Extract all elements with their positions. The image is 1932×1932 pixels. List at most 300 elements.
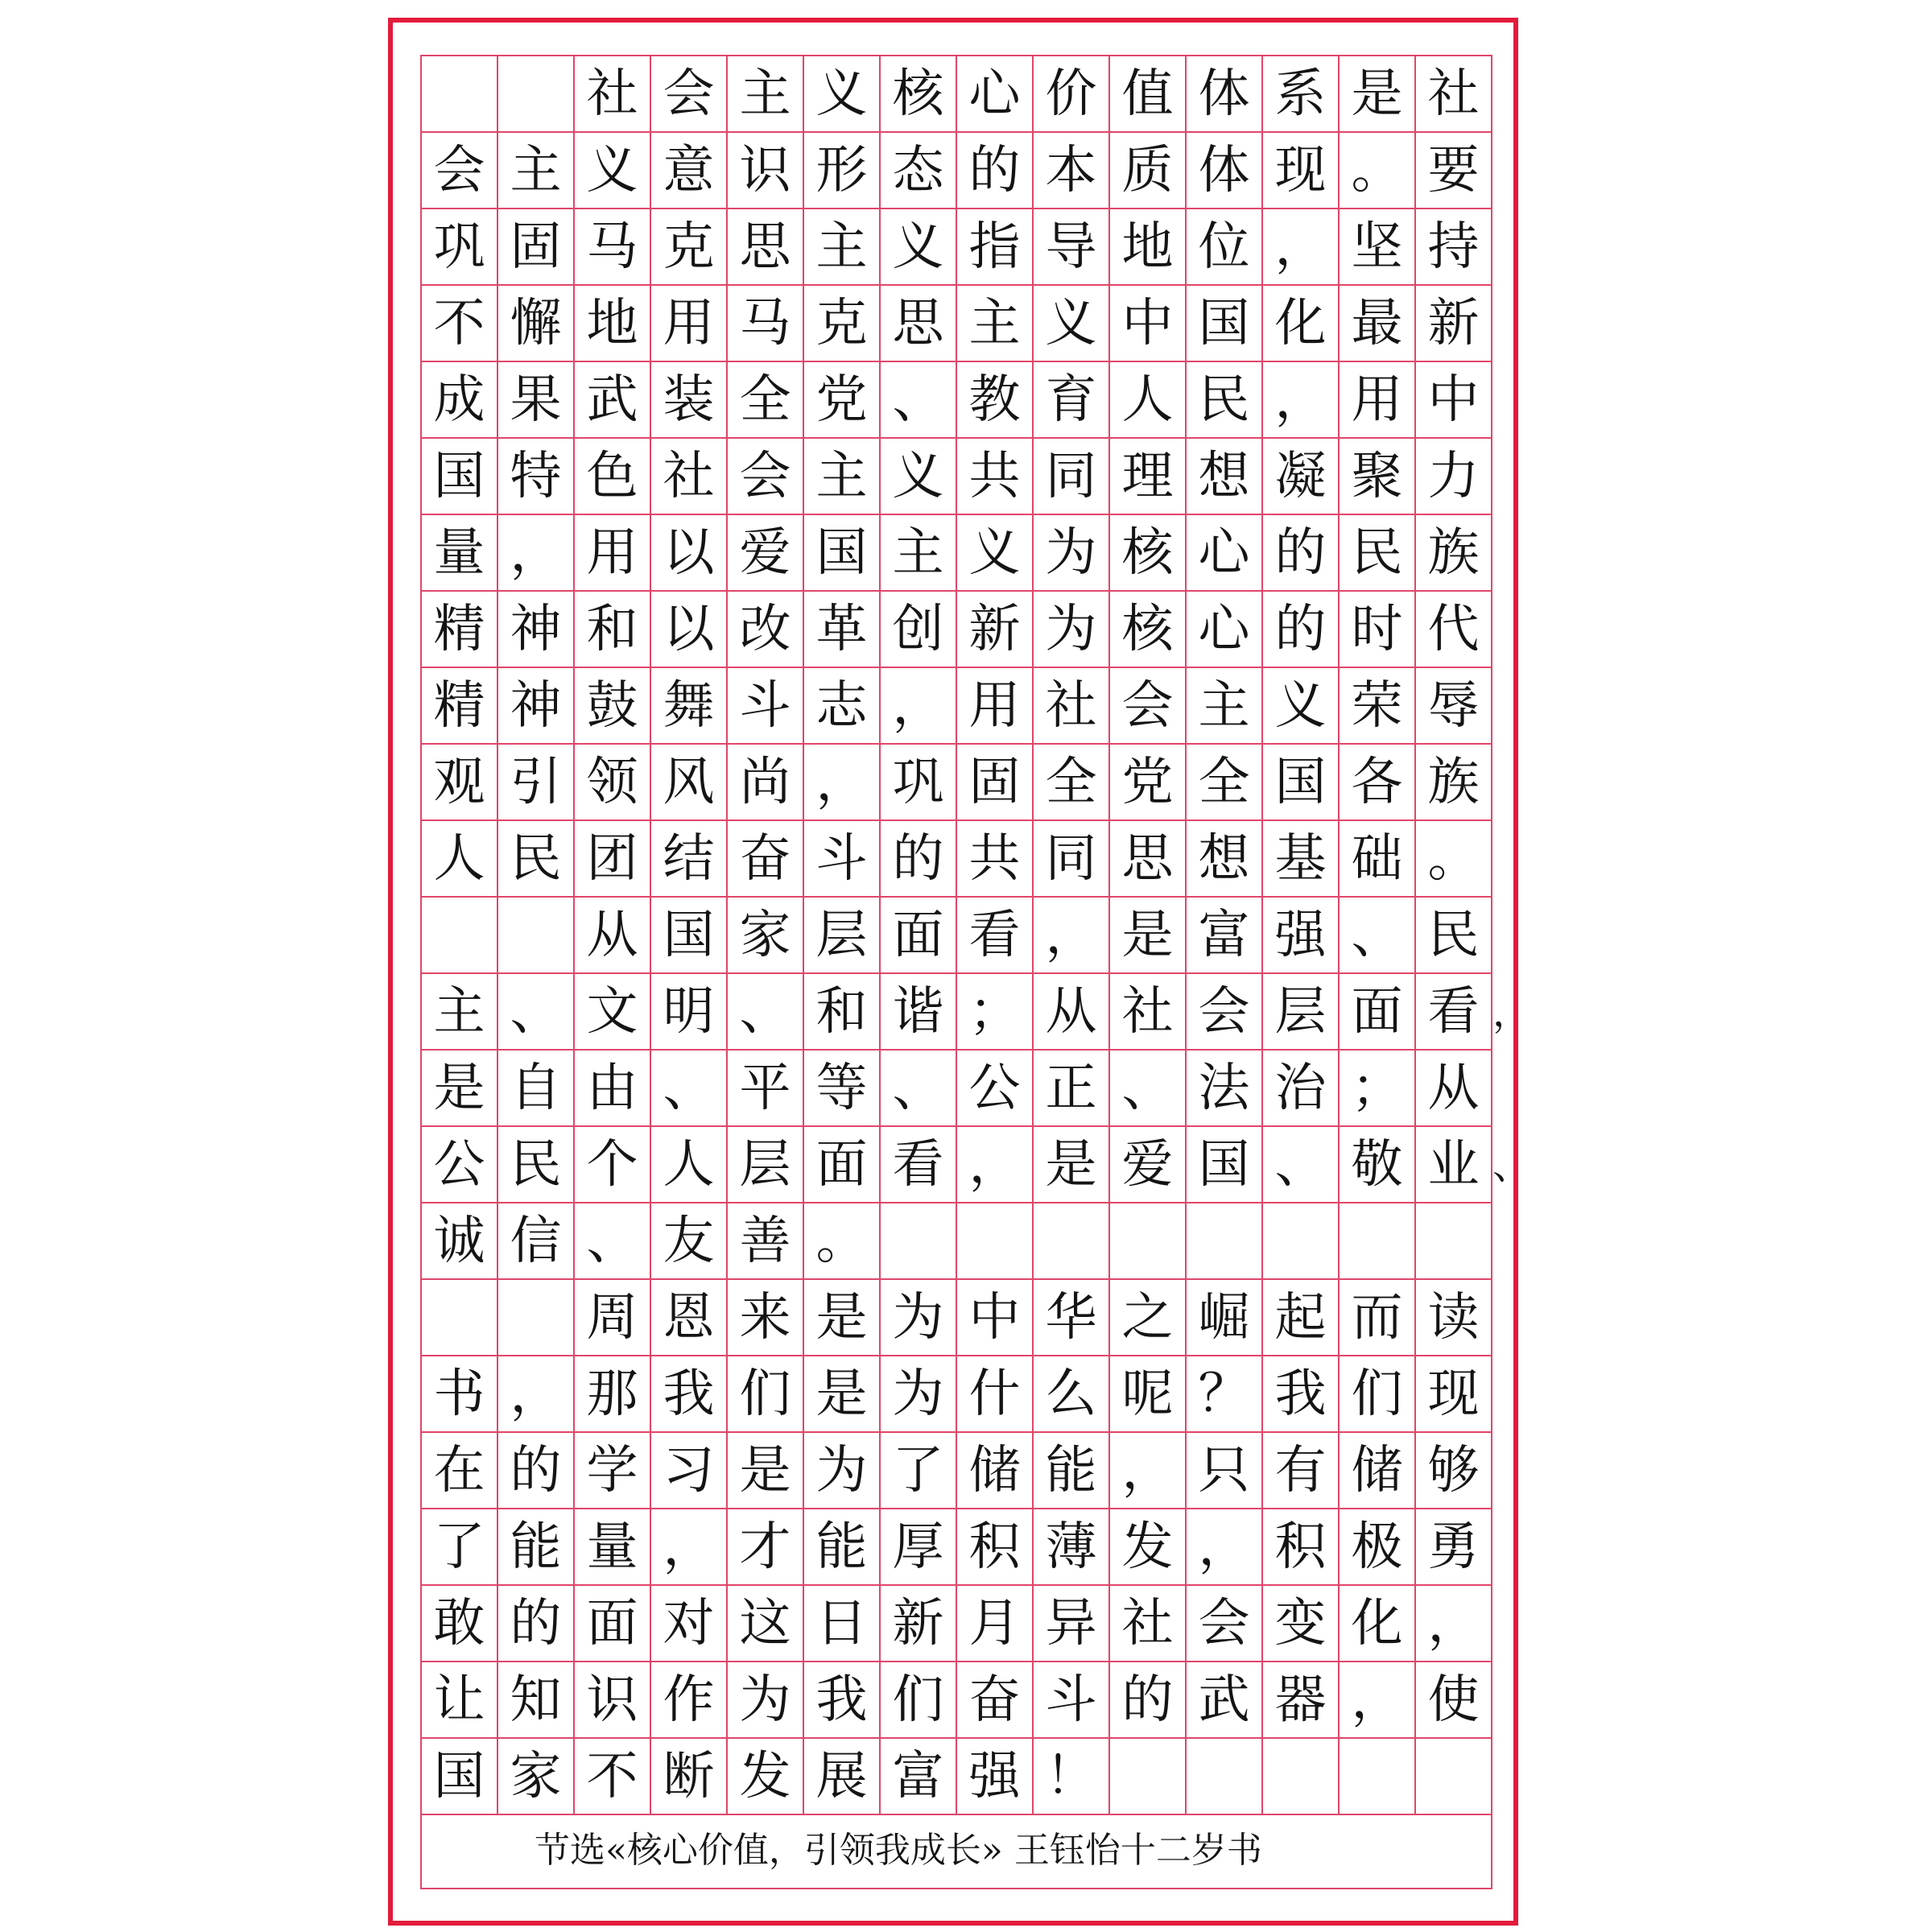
grid-cell: 想 — [1187, 821, 1263, 898]
grid-cell: 华 — [1034, 1280, 1110, 1356]
grid-cell: 公 — [422, 1127, 498, 1203]
grid-cell: 崛 — [1187, 1280, 1263, 1356]
grid-cell: 国 — [1187, 286, 1263, 362]
grid-cell: 中 — [1110, 286, 1187, 362]
grid-cell: 自 — [498, 1051, 575, 1127]
grid-cell: 色 — [575, 439, 651, 515]
grid-cell: 作 — [651, 1662, 728, 1739]
grid-cell: 共 — [957, 821, 1034, 898]
grid-cell: 。 — [804, 1203, 881, 1280]
grid-cell: 社 — [1110, 1586, 1187, 1662]
grid-cell: 地 — [575, 286, 651, 362]
grid-cell: 看 — [957, 898, 1034, 974]
grid-cell: 社 — [651, 439, 728, 515]
grid-cell: 书 — [422, 1356, 498, 1433]
grid-cell: 民 — [1187, 362, 1263, 439]
grid-cell: ， — [957, 1127, 1034, 1203]
grid-cell — [422, 898, 498, 974]
grid-cell: 舞 — [651, 668, 728, 745]
grid-cell: 武 — [1187, 1662, 1263, 1739]
grid-cell: 价 — [1034, 56, 1110, 133]
grid-cell: ！ — [1034, 1739, 1110, 1815]
grid-cell: 新 — [957, 592, 1034, 668]
grid-cell — [498, 1280, 575, 1356]
grid-cell: 义 — [881, 439, 957, 515]
grid-cell: 固 — [498, 209, 575, 286]
grid-cell: 会 — [1110, 668, 1187, 745]
grid-cell: 、 — [575, 1203, 651, 1280]
grid-cell: 够 — [1416, 1433, 1492, 1509]
grid-cell: 果 — [498, 362, 575, 439]
grid-cell: 全 — [728, 362, 804, 439]
grid-cell — [1416, 1203, 1492, 1280]
grid-cell: ， — [1340, 1662, 1416, 1739]
grid-cell: 只 — [1187, 1433, 1263, 1509]
grid-cell: 层 — [804, 898, 881, 974]
grid-cell: 家 — [728, 898, 804, 974]
grid-cell: 义 — [575, 133, 651, 209]
grid-cell: 友 — [651, 1203, 728, 1280]
grid-cell: 想 — [1187, 439, 1263, 515]
grid-cell: 会 — [1187, 974, 1263, 1051]
grid-cell: 民 — [498, 821, 575, 898]
grid-cell: 同 — [1034, 439, 1110, 515]
grid-cell: 识 — [575, 1662, 651, 1739]
grid-cell: 的 — [881, 821, 957, 898]
grid-cell: 同 — [1034, 821, 1110, 898]
grid-cell — [957, 1203, 1034, 1280]
grid-cell: 平 — [728, 1051, 804, 1127]
grid-cell: 创 — [881, 592, 957, 668]
grid-cell: 发 — [1110, 1509, 1187, 1586]
grid-cell: 我 — [1263, 1356, 1340, 1433]
grid-cell: ， — [1034, 898, 1110, 974]
grid-cell: 断 — [651, 1739, 728, 1815]
grid-cell: 周 — [575, 1280, 651, 1356]
grid-cell: 为 — [881, 1280, 957, 1356]
grid-cell: 月 — [957, 1586, 1034, 1662]
grid-cell: 心 — [1187, 515, 1263, 592]
grid-cell: 用 — [651, 286, 728, 362]
grid-cell: 信 — [498, 1203, 575, 1280]
grid-cell: 础 — [1340, 821, 1416, 898]
grid-cell: 能 — [498, 1509, 575, 1586]
grid-cell: 的 — [1263, 592, 1340, 668]
grid-cell: 新 — [881, 1586, 957, 1662]
grid-cell: 、 — [651, 1051, 728, 1127]
grid-cell: 用 — [575, 515, 651, 592]
grid-cell: 。 — [1340, 133, 1416, 209]
grid-cell: 理 — [1110, 439, 1187, 515]
grid-cell: 、 — [1263, 1127, 1340, 1203]
grid-cell: 新 — [1416, 286, 1492, 362]
grid-cell: 最 — [1340, 286, 1416, 362]
grid-cell — [1034, 1203, 1110, 1280]
grid-cell: 心 — [1187, 592, 1263, 668]
grid-cell: 用 — [957, 668, 1034, 745]
grid-cell: 和 — [575, 592, 651, 668]
grid-cell: 神 — [498, 668, 575, 745]
grid-cell: 系 — [1263, 56, 1340, 133]
grid-cell: 党 — [1110, 745, 1187, 821]
grid-cell: 本 — [1034, 133, 1110, 209]
grid-cell: 会 — [422, 133, 498, 209]
grid-cell: 值 — [1110, 56, 1187, 133]
grid-cell: 代 — [1416, 592, 1492, 668]
grid-cell: 文 — [575, 974, 651, 1051]
grid-cell: 导 — [1034, 209, 1110, 286]
grid-cell: 让 — [422, 1662, 498, 1739]
grid-cell: 的 — [957, 133, 1034, 209]
grid-cell: 等 — [804, 1051, 881, 1127]
grid-cell: 的 — [1110, 1662, 1187, 1739]
grid-cell: 从 — [1034, 974, 1110, 1051]
grid-cell: 主 — [881, 515, 957, 592]
grid-cell: 用 — [1340, 362, 1416, 439]
grid-cell: 态 — [881, 133, 957, 209]
grid-cell: 荣 — [1340, 668, 1416, 745]
grid-cell: 社 — [1416, 56, 1492, 133]
grid-cell: 诚 — [422, 1203, 498, 1280]
grid-cell: 主 — [804, 439, 881, 515]
grid-cell: 义 — [881, 209, 957, 286]
grid-cell: 积 — [957, 1509, 1034, 1586]
margin-punctuation-layer — [1492, 56, 1532, 1815]
grid-cell: 起 — [1263, 1280, 1340, 1356]
grid-cell: 民 — [498, 1127, 575, 1203]
grid-cell: 公 — [957, 1051, 1034, 1127]
grid-cell: 之 — [1110, 1280, 1187, 1356]
grid-cell: ， — [1110, 1433, 1187, 1509]
grid-cell: 形 — [804, 133, 881, 209]
grid-cell: 克 — [804, 286, 881, 362]
grid-cell: 和 — [804, 974, 881, 1051]
grid-cell: 主 — [804, 209, 881, 286]
grid-cell — [1263, 1203, 1340, 1280]
grid-cell: 意 — [651, 133, 728, 209]
grid-cell: 么 — [1034, 1356, 1110, 1433]
grid-cell: 会 — [1187, 1586, 1263, 1662]
grid-cell: 个 — [575, 1127, 651, 1203]
grid-cell: 指 — [957, 209, 1034, 286]
grid-cell: 们 — [1340, 1356, 1416, 1433]
grid-cell: 地 — [1110, 209, 1187, 286]
grid-cell: 人 — [1110, 362, 1187, 439]
grid-cell: 是 — [804, 1280, 881, 1356]
grid-cell: 社 — [1110, 974, 1187, 1051]
grid-cell: ， — [498, 1356, 575, 1433]
grid-cell: 革 — [804, 592, 881, 668]
grid-cell: 读 — [1416, 1280, 1492, 1356]
footer-row — [420, 1815, 1492, 1889]
grid-cell: 中 — [1416, 362, 1492, 439]
grid-cell: 观 — [422, 745, 498, 821]
grid-cell — [1416, 1739, 1492, 1815]
grid-cell: 面 — [1340, 974, 1416, 1051]
grid-cell: 心 — [957, 56, 1034, 133]
grid-cell: 精 — [422, 668, 498, 745]
grid-cell: 善 — [728, 1203, 804, 1280]
grid-cell: 法 — [1187, 1051, 1263, 1127]
grid-cell — [1263, 1739, 1340, 1815]
grid-cell — [1187, 1739, 1263, 1815]
grid-cell: 从 — [575, 898, 651, 974]
grid-cell: 发 — [728, 1739, 804, 1815]
grid-cell: 学 — [575, 1433, 651, 1509]
grid-cell: 奋 — [957, 1662, 1034, 1739]
grid-cell: 国 — [804, 515, 881, 592]
grid-cell: 面 — [575, 1586, 651, 1662]
grid-cell: 凝 — [1263, 439, 1340, 515]
grid-cell: 懈 — [498, 286, 575, 362]
grid-cell: 谐 — [881, 974, 957, 1051]
grid-cell: 育 — [1034, 362, 1110, 439]
grid-cell — [498, 898, 575, 974]
grid-cell — [1110, 1739, 1187, 1815]
grid-cell: 斗 — [804, 821, 881, 898]
grid-cell: 领 — [575, 745, 651, 821]
grid-cell: 敬 — [1340, 1127, 1416, 1203]
grid-cell: 富 — [881, 1739, 957, 1815]
grid-cell: 固 — [957, 745, 1034, 821]
grid-cell: 核 — [881, 56, 957, 133]
grid-cell: 面 — [804, 1127, 881, 1203]
grid-cell: 辱 — [1416, 668, 1492, 745]
grid-cell: 族 — [1416, 515, 1492, 592]
grid-cell: 全 — [1034, 745, 1110, 821]
grid-cell: 来 — [728, 1280, 804, 1356]
grid-cell: 层 — [728, 1127, 804, 1203]
grid-cell: 看 — [881, 1127, 957, 1203]
grid-cell — [881, 1203, 957, 1280]
grid-cell: 基 — [1263, 821, 1340, 898]
grid-cell: 恩 — [651, 1280, 728, 1356]
grid-cell: 明 — [651, 974, 728, 1051]
grid-cell: ； — [957, 974, 1034, 1051]
grid-cell: 积 — [1263, 1509, 1340, 1586]
grid-cell: 习 — [651, 1433, 728, 1509]
grid-cell: 储 — [957, 1433, 1034, 1509]
grid-cell: 在 — [422, 1433, 498, 1509]
grid-cell — [1187, 1203, 1263, 1280]
grid-cell: 民 — [1340, 515, 1416, 592]
grid-cell: 是 — [1340, 56, 1416, 133]
grid-cell: 中 — [957, 1280, 1034, 1356]
grid-cell: ； — [1340, 1051, 1416, 1127]
grid-cell: 国 — [1263, 745, 1340, 821]
grid-cell: 义 — [804, 56, 881, 133]
grid-cell: ， — [881, 668, 957, 745]
grid-cell: 引 — [498, 745, 575, 821]
grid-cell: 思 — [728, 209, 804, 286]
grid-cell: 成 — [422, 362, 498, 439]
grid-cell: 对 — [651, 1586, 728, 1662]
grid-cell: 家 — [498, 1739, 575, 1815]
grid-cell: 巩 — [422, 209, 498, 286]
grid-cell: 坚 — [1340, 209, 1416, 286]
grid-cell: 、 — [881, 362, 957, 439]
grid-cell: 为 — [804, 1433, 881, 1509]
grid-cell: 们 — [881, 1662, 957, 1739]
grid-cell: 敢 — [422, 1586, 498, 1662]
grid-cell: 聚 — [1340, 439, 1416, 515]
grid-cell: 看 — [1416, 974, 1492, 1051]
grid-cell: 爱 — [1110, 1127, 1187, 1203]
grid-cell: 是 — [1034, 1127, 1110, 1203]
grid-cell: 社 — [575, 56, 651, 133]
grid-cell: 国 — [1187, 1127, 1263, 1203]
grid-cell: 的 — [1263, 515, 1340, 592]
grid-cell: 、 — [728, 974, 804, 1051]
grid-cell — [1340, 1203, 1416, 1280]
grid-cell: 风 — [651, 745, 728, 821]
grid-cell — [1340, 1739, 1416, 1815]
grid-cell: 体 — [1187, 56, 1263, 133]
grid-cell: 尚 — [728, 745, 804, 821]
grid-cell: 以 — [651, 515, 728, 592]
grid-cell: 志 — [804, 668, 881, 745]
grid-cell: 要 — [1416, 133, 1492, 209]
grid-cell: 全 — [1187, 745, 1263, 821]
grid-cell: 化 — [1263, 286, 1340, 362]
grid-cell: 核 — [1110, 592, 1187, 668]
grid-cell: 斗 — [1034, 1662, 1110, 1739]
grid-cell: 才 — [728, 1509, 804, 1586]
footer-signature: 节选«核心价值，引领我成长» 王钰怡十二岁书 — [535, 1830, 1262, 1871]
grid-cell: 为 — [728, 1662, 804, 1739]
grid-cell: 质 — [1110, 133, 1187, 209]
grid-cell: 力 — [1416, 439, 1492, 515]
grid-cell: 主 — [422, 974, 498, 1051]
grid-cell: 社 — [1034, 668, 1110, 745]
grid-cell: 位 — [1187, 209, 1263, 286]
grid-cell: 现 — [1263, 133, 1340, 209]
grid-cell: 国 — [422, 1739, 498, 1815]
grid-cell: 呢 — [1110, 1356, 1187, 1433]
grid-cell — [498, 56, 575, 133]
grid-cell: 克 — [651, 209, 728, 286]
grid-cell: 民 — [1416, 898, 1492, 974]
grid-cell: 知 — [498, 1662, 575, 1739]
grid-cell: 是 — [728, 1433, 804, 1509]
grid-cell: 储 — [1340, 1433, 1416, 1509]
grid-cell: 量 — [422, 515, 498, 592]
grid-cell: 极 — [1340, 1509, 1416, 1586]
grid-cell: 人 — [422, 821, 498, 898]
grid-cell: 不 — [422, 286, 498, 362]
grid-cell: 是 — [804, 1356, 881, 1433]
grid-cell: 、 — [1110, 1051, 1187, 1127]
grid-cell: 强 — [957, 1739, 1034, 1815]
grid-cell: 主 — [728, 56, 804, 133]
grid-cell: 神 — [498, 592, 575, 668]
grid-cell: 武 — [575, 362, 651, 439]
grid-cell: 的 — [498, 1586, 575, 1662]
grid-cell: 我 — [651, 1356, 728, 1433]
grid-cell: 展 — [804, 1739, 881, 1815]
grid-cell: 斗 — [728, 668, 804, 745]
grid-cell: 业 — [1416, 1127, 1492, 1203]
grid-cell: 奋 — [728, 821, 804, 898]
grid-cell: 薄 — [1034, 1509, 1110, 1586]
grid-cell: 族 — [1416, 745, 1492, 821]
grid-cell: 而 — [1340, 1280, 1416, 1356]
grid-cell — [422, 1280, 498, 1356]
grid-cell: ， — [1263, 209, 1340, 286]
grid-cell: ， — [804, 745, 881, 821]
grid-cell: 了 — [422, 1509, 498, 1586]
grid-cell: 是 — [1110, 898, 1187, 974]
grid-cell: 主 — [957, 286, 1034, 362]
grid-cell: 了 — [881, 1433, 957, 1509]
grid-cell: 、 — [498, 974, 575, 1051]
grid-cell: ， — [1263, 362, 1340, 439]
grid-cell: 为 — [1034, 515, 1110, 592]
margin-punctuation: ， — [1492, 989, 1532, 1035]
grid-cell: 能 — [804, 1509, 881, 1586]
grid-cell: ？ — [1187, 1356, 1263, 1433]
grid-cell: 现 — [1416, 1356, 1492, 1433]
grid-cell — [422, 56, 498, 133]
grid-cell: 结 — [651, 821, 728, 898]
grid-cell: 。 — [1416, 821, 1492, 898]
grid-cell: 团 — [575, 821, 651, 898]
grid-cell: 强 — [1263, 898, 1340, 974]
grid-cell: 爱 — [728, 515, 804, 592]
grid-cell: 国 — [651, 898, 728, 974]
margin-punctuation: 、 — [1492, 1142, 1532, 1188]
grid-cell: 精 — [422, 592, 498, 668]
grid-cell: 核 — [1110, 515, 1187, 592]
grid-cell: 马 — [728, 286, 804, 362]
grid-cell: 各 — [1340, 745, 1416, 821]
grid-cell: 时 — [1340, 592, 1416, 668]
grid-cell: 异 — [1034, 1586, 1110, 1662]
grid-cell: 识 — [728, 133, 804, 209]
grid-cell: 我 — [804, 1662, 881, 1739]
grid-cell: 鼓 — [575, 668, 651, 745]
grid-cell: 富 — [1187, 898, 1263, 974]
grid-cell: ， — [498, 515, 575, 592]
grid-cell: 们 — [728, 1356, 804, 1433]
grid-cell: 从 — [1416, 1051, 1492, 1127]
grid-cell: 会 — [728, 439, 804, 515]
grid-cell: ， — [651, 1509, 728, 1586]
grid-cell: 化 — [1340, 1586, 1416, 1662]
grid-cell: 思 — [1110, 821, 1187, 898]
grid-cell: 日 — [804, 1586, 881, 1662]
grid-cell: 这 — [728, 1586, 804, 1662]
grid-cell: 器 — [1263, 1662, 1340, 1739]
grid-cell: 不 — [575, 1739, 651, 1815]
grid-cell: 义 — [957, 515, 1034, 592]
grid-cell: 治 — [1263, 1051, 1340, 1127]
grid-cell: 人 — [651, 1127, 728, 1203]
grid-cell: 体 — [1187, 133, 1263, 209]
grid-cell: 变 — [1263, 1586, 1340, 1662]
grid-cell: ， — [1416, 1586, 1492, 1662]
grid-cell: 特 — [498, 439, 575, 515]
writing-grid — [420, 55, 1492, 1815]
grid-cell: 那 — [575, 1356, 651, 1433]
grid-cell: 的 — [498, 1433, 575, 1509]
grid-cell: 是 — [422, 1051, 498, 1127]
grid-cell: 什 — [957, 1356, 1034, 1433]
grid-cell: 厚 — [881, 1509, 957, 1586]
grid-cell: 党 — [804, 362, 881, 439]
grid-cell: ， — [1187, 1509, 1263, 1586]
grid-cell: 思 — [881, 286, 957, 362]
